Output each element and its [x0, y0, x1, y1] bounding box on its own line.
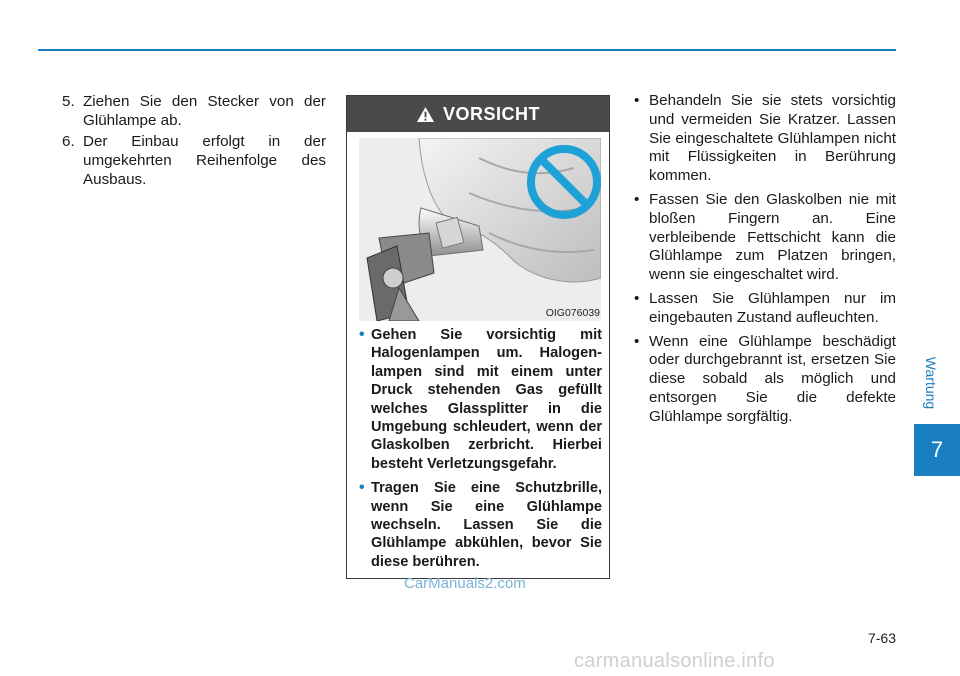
- halogen-bulb-photo: [359, 138, 601, 321]
- caution-box: [346, 95, 610, 579]
- caution-bullet-text: Gehen Sie vorsichtig mit Halogenlampen um. Halogenlampen sind mit einem unter Druck stehenden Gas gefüllt welches Glassplitter in die Umgebung schleudert, wenn der Glaskolben zerbricht. Hierbei besteht Verletzungsgefahr.: [371, 327, 602, 472]
- list-item: [634, 92, 896, 186]
- section-name: Wartung: [923, 356, 940, 410]
- list-item: [634, 290, 896, 328]
- page-number: 7-63: [867, 630, 896, 646]
- bullet-text: Wenn eine Glühlampe beschädigt oder durchgebrannt ist, ersetzen Sie diese sobald als möglich und entsorgen Sie die defekte Glühlampe sorgfältig.: [649, 332, 896, 425]
- list-item: [359, 326, 602, 473]
- bullet-dot: •: [634, 332, 640, 350]
- step-text: Der Einbau erfolgt in der umgekehrten Reihenfolge des Ausbaus.: [83, 133, 326, 188]
- step-item: [62, 92, 326, 130]
- bullet-text: Lassen Sie Glühlampen nur im eingebauten Zustand aufleuchten.: [649, 289, 896, 326]
- step-text: Ziehen Sie den Stecker von der Glühlampe ab.: [83, 93, 326, 129]
- caution-header: [347, 96, 609, 132]
- bullet-dot: •: [634, 92, 640, 109]
- chapter-number: 7: [930, 437, 944, 462]
- bullet-dot: •: [359, 479, 365, 497]
- list-item: [634, 333, 896, 427]
- top-rule: [38, 49, 896, 51]
- step-number: 6.: [62, 133, 75, 150]
- warning-triangle-icon: [416, 106, 435, 123]
- section-side-label: [916, 340, 946, 426]
- hand-holding-bulb-illustration: [359, 138, 601, 321]
- bullet-text: Fassen Sie den Glaskolben nie mit bloßen Fingern an. Eine verbleibende Fettschicht kann die Glühlampe zum Platzen bringen, wenn sie eingeschaltet wird.: [649, 190, 896, 284]
- step-item: [62, 132, 326, 189]
- step-number: 5.: [62, 93, 75, 110]
- list-item: [359, 479, 602, 571]
- bullet-dot: •: [359, 326, 365, 343]
- bullet-dot: •: [634, 190, 640, 208]
- list-item: [634, 191, 896, 285]
- caution-bullets: [359, 326, 602, 577]
- bullet-dot: •: [634, 289, 640, 307]
- right-column: [634, 92, 896, 432]
- left-column: [62, 92, 326, 191]
- bullet-text: Behandeln Sie sie stets vorsichtig und vermeiden Sie Kratzer. Lassen Sie eingeschaltete Glühlampen nicht mit Flüssigkeiten in Berührung kommen.: [649, 92, 896, 185]
- caution-bullet-text: Tragen Sie eine Schutzbrille, wenn Sie eine Glühlampe wechseln. Lassen Sie die Glühlampe abkühlen, bevor Sie diese berühren.: [371, 480, 602, 570]
- watermark-footer: carmanualsonline.info: [574, 650, 775, 672]
- caution-title: VORSICHT: [442, 103, 540, 124]
- chapter-tab: [914, 424, 960, 476]
- image-code: OIG076039: [545, 307, 600, 319]
- watermark-site: CarManuals2.com: [404, 575, 526, 592]
